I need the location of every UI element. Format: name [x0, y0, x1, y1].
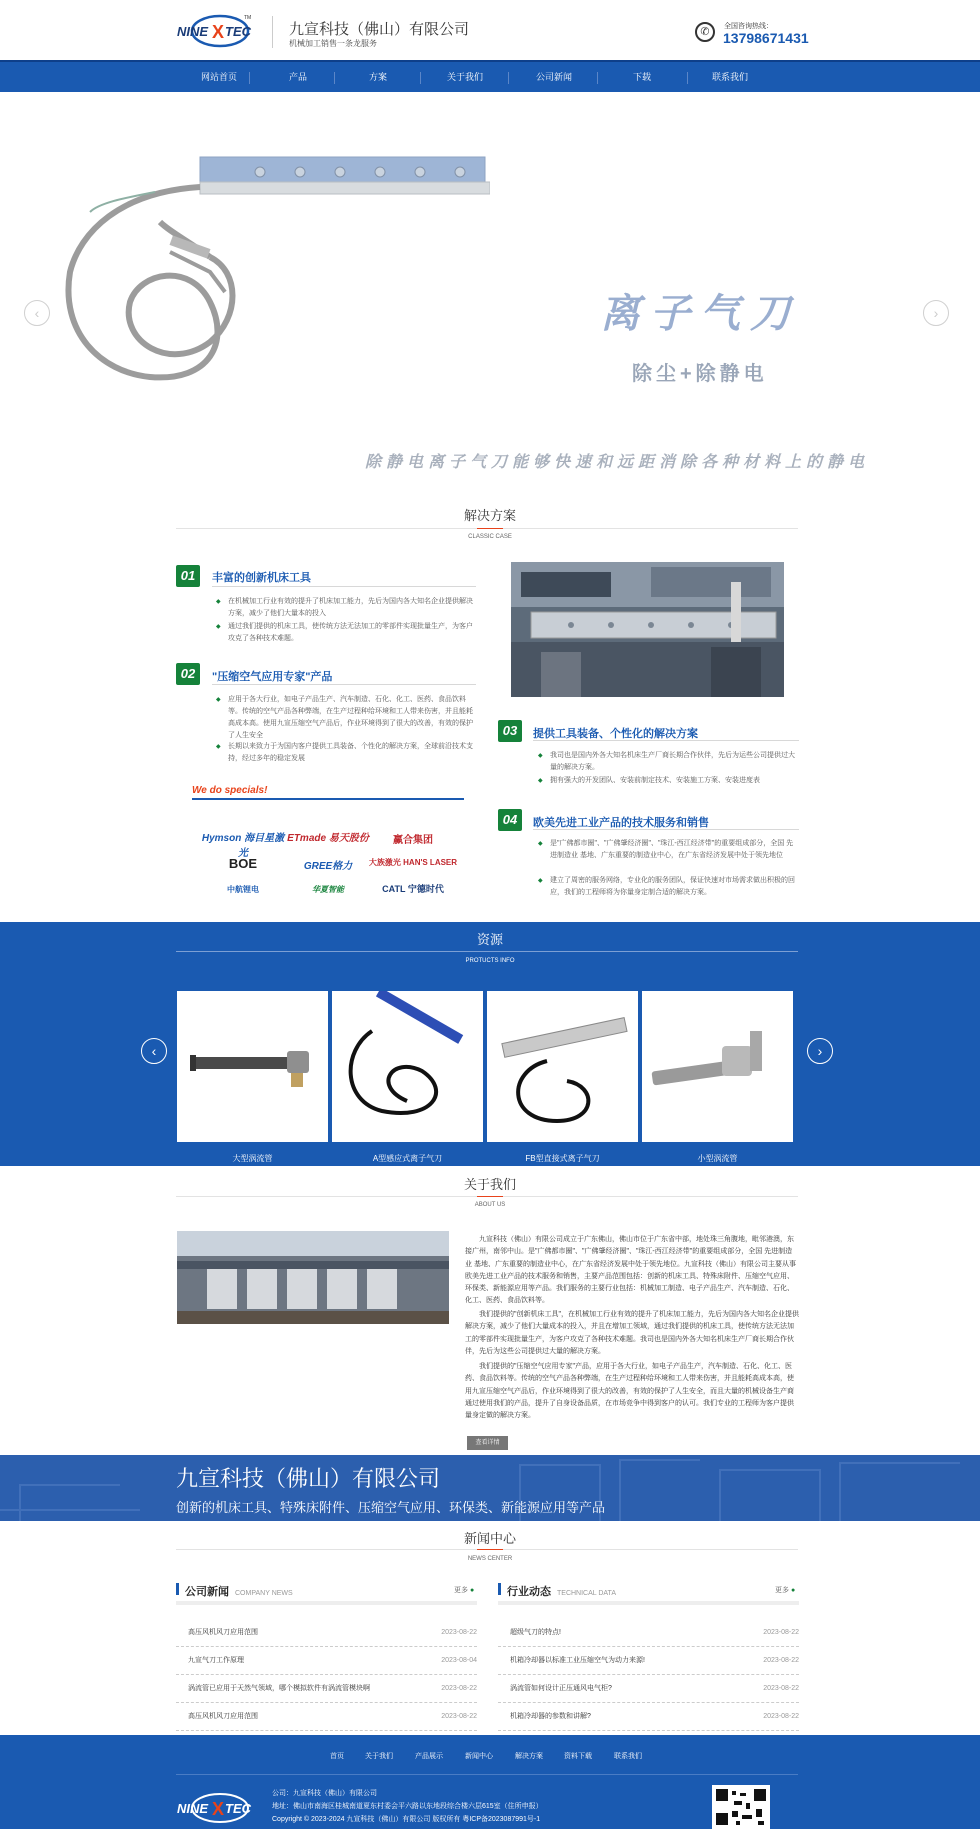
- footer-link-home[interactable]: 首页: [330, 1753, 344, 1760]
- brand-logo-gree: GREE格力: [303, 861, 353, 872]
- svg-text:X: X: [212, 1799, 225, 1819]
- news-item-title: 高压风机风刀应用范围: [188, 1629, 258, 1636]
- footer-divider: [176, 1774, 798, 1775]
- news-column-marker: [176, 1583, 179, 1595]
- brand-logo-catl: CATL 宁德时代: [382, 884, 444, 894]
- about-more-button[interactable]: 查看详情: [467, 1436, 508, 1450]
- news-title-en: NEWS CENTER: [467, 1556, 513, 1562]
- news-item-title: 超级气刀的特点!: [510, 1629, 561, 1636]
- air-knife-a-type-image: [332, 991, 483, 1142]
- brand-logo-yinghe: 赢合集团: [393, 835, 433, 846]
- about-paragraph: 我们提供的"创新机床工具"，在机械加工行业有效的提升了机床加工能力，先后为国内各大知名企业提供解决方案，减少了他们大量成本的投入，并且在增加工领域，通过我们提供的机床工具，使传统方法无法加工的零部件实现批量生产，为客户攻克了各种技术难题。我司也是国内外各大知名机床生产厂商长期合作伙伴，先后为这些公司提供过大量的解决方案。: [465, 1311, 799, 1355]
- solution-divider: [212, 684, 476, 685]
- product-name[interactable]: 大型涡流管: [232, 1154, 273, 1163]
- section-divider: [176, 951, 798, 952]
- solution-divider: [533, 829, 799, 830]
- company-news-title: 公司新闻: [185, 1586, 229, 1598]
- hotline-label: 全国咨询热线：: [724, 23, 773, 30]
- brand-logo-calb: 中航锂电: [227, 885, 259, 894]
- brand-logo-huaxia: 华夏智能: [312, 885, 344, 894]
- product-name[interactable]: A型感应式离子气刀: [372, 1154, 443, 1163]
- solution-bullet: ◆ 应用于各大行业，如电子产品生产、汽车制造、石化、化工、医药、食品饮料等。传统的空气产品各种弊端，在生产过程种给环境和工人带来伤害，并且能耗高成本高。使用九宣压缩空气产品后，作业环境得到了很大的改善，有效的保护了人生安全: [228, 694, 478, 742]
- news-item-date: 2023-08-22: [441, 1713, 477, 1720]
- banner-subtitle: 除尘+除静电: [632, 363, 768, 385]
- news-item[interactable]: [176, 1654, 477, 1675]
- banner-next-button[interactable]: ›: [923, 300, 949, 326]
- news-item-date: 2023-08-22: [441, 1685, 477, 1692]
- solution-badge-02: 02: [176, 663, 200, 685]
- footer-link-download[interactable]: 资料下载: [564, 1753, 592, 1760]
- solution-bullet: ◆ 长期以来致力于为国内客户提供工具装备、个性化的解决方案，全球前沿技术支持，经过多年的稳定发展: [228, 741, 478, 765]
- vortex-tube-small-image: [642, 991, 793, 1142]
- resources-title-en: PROTUCTS INFO: [465, 958, 515, 964]
- nav-separator: [249, 72, 250, 84]
- solution-photo: [511, 562, 784, 697]
- news-column-bar: [176, 1601, 477, 1605]
- news-item-date: 2023-08-04: [441, 1657, 477, 1664]
- company-news-more[interactable]: [454, 1585, 474, 1595]
- more-label: 更多: [775, 1587, 789, 1594]
- brand-logo-hans-laser: 大族激光 HAN'S LASER: [368, 858, 458, 867]
- news-item-title: 九宣气刀工作原理: [188, 1657, 244, 1664]
- svg-text:TM: TM: [244, 15, 252, 21]
- footer-link-about[interactable]: 关于我们: [365, 1753, 393, 1760]
- company-news-heading: [185, 1583, 293, 1599]
- news-item-title: 机箱冷却器以标准工业压缩空气为动力来源!: [510, 1657, 645, 1664]
- footer-company: 公司：九宣科技（佛山）有限公司: [272, 1790, 377, 1797]
- qr-code: [712, 1785, 770, 1829]
- product-card[interactable]: [642, 991, 793, 1142]
- section-divider-accent: [477, 528, 503, 529]
- nav-about[interactable]: 关于我们: [446, 72, 483, 82]
- footer-link-news[interactable]: 新闻中心: [465, 1753, 493, 1760]
- brand-logo-etmade: ETmade 易天股份: [287, 833, 369, 844]
- solution-bullet: ◆ 通过我们提供的机床工具，使传统方法无法加工的零部件实现批量生产，为客户攻克了各种技术难题。: [228, 621, 478, 645]
- brand-logo-hymson: Hymson 海目星激光: [201, 833, 285, 859]
- solution-bullet: ◆ 是"广佛都市圈"、"广佛肇经济圈"、"珠江-西江经济带"的重要组成部分，全国 先进制造业 基地、广东重要的制造业中心，在广东省经济发展中处于领先地位: [550, 838, 800, 862]
- news-column-marker: [498, 1583, 501, 1595]
- about-title: 关于我们: [463, 1177, 516, 1192]
- company-logo[interactable]: [176, 12, 260, 50]
- resources-prev-button[interactable]: ‹: [141, 1038, 167, 1064]
- banner-description: 除静电离子气刀能够快速和远距消除各种材料上的静电: [365, 454, 870, 471]
- nav-contact[interactable]: 联系我们: [711, 72, 748, 82]
- svg-text:NINE: NINE: [177, 24, 209, 39]
- company-slogan: 机械加工销售一条龙服务: [289, 39, 377, 48]
- industry-news-more[interactable]: [775, 1585, 795, 1595]
- news-item-date: 2023-08-22: [441, 1629, 477, 1636]
- nav-home[interactable]: 网站首页: [200, 72, 237, 82]
- vortex-tube-large-image: [177, 991, 328, 1142]
- banner-prev-button[interactable]: ‹: [24, 300, 50, 326]
- footer-link-products[interactable]: 产品展示: [415, 1753, 443, 1760]
- section-divider-accent: [477, 1196, 503, 1197]
- news-item[interactable]: [498, 1626, 799, 1647]
- we-do-specials: We do specials!: [192, 785, 268, 796]
- hero-banner: [0, 92, 980, 492]
- more-label: 更多: [454, 1587, 468, 1594]
- solution-bullet: ◆ 建立了周密的服务网络，专业化的服务团队，保证快速对市场需求做出积极的回应，我们的工程师将为你量身定制合适的解决方案。: [550, 875, 800, 899]
- phone-icon: ✆: [695, 22, 715, 42]
- solution-badge-04: 04: [498, 809, 522, 831]
- banner-title: 离子气刀: [600, 292, 800, 336]
- footer-copyright: Copyright © 2023-2024 九宣科技（佛山）有限公司 版权所有 粤ICP备2023087991号-1: [272, 1816, 541, 1823]
- news-item-date: 2023-08-22: [763, 1685, 799, 1692]
- solution-title-03[interactable]: 提供工具装备、个性化的解决方案: [533, 728, 698, 740]
- industry-news-heading: [507, 1583, 616, 1599]
- header-divider: [272, 16, 273, 48]
- promo-subtitle: 创新的机床工具、特殊床附件、压缩空气应用、环保类、新能源应用等产品: [176, 1500, 606, 1515]
- news-item-title: 涡流管已应用于天然气领域，哪个模拟软件有涡流管模块啊: [188, 1685, 370, 1692]
- solutions-title: 解决方案: [463, 508, 516, 523]
- svg-text:TEC: TEC: [225, 1801, 251, 1816]
- news-item-title: 高压风机风刀应用范围: [188, 1713, 258, 1720]
- main-nav: [0, 60, 980, 92]
- solution-bullet: ◆ 拥有强大的开发团队、安装前制定技术、安装施工方案、安装进度表: [550, 775, 800, 787]
- resources-title: 资源: [476, 932, 503, 947]
- solution-title-04[interactable]: 欧美先进工业产品的技术服务和销售: [533, 817, 709, 829]
- footer-link-contact[interactable]: 联系我们: [614, 1753, 642, 1760]
- news-title: 新闻中心: [463, 1531, 516, 1546]
- about-title-en: ABOUT US: [474, 1202, 506, 1208]
- product-card[interactable]: [177, 991, 328, 1142]
- solution-divider: [533, 740, 799, 741]
- we-do-underline: [192, 798, 464, 800]
- svg-text:X: X: [212, 22, 225, 42]
- footer-logo[interactable]: [176, 1790, 260, 1826]
- news-item[interactable]: [498, 1654, 799, 1675]
- footer-link-solutions[interactable]: 解决方案: [515, 1753, 543, 1760]
- solution-divider: [212, 586, 476, 587]
- news-item[interactable]: [176, 1682, 477, 1703]
- product-card[interactable]: [487, 991, 638, 1142]
- more-arrow-icon: ●: [790, 1587, 796, 1594]
- air-knife-image: [60, 142, 490, 442]
- news-item-title: 涡流管如何设计正压通风电气柜?: [510, 1685, 612, 1692]
- svg-text:TEC: TEC: [225, 24, 251, 39]
- resources-next-button[interactable]: ›: [807, 1038, 833, 1064]
- about-paragraph: 九宣科技（佛山）有限公司成立于广东佛山，佛山市位于广东省中部，地处珠三角腹地，毗邻港澳，东接广州，南邻中山。是"广佛都市圈"、"广佛肇经济圈"、"珠江-西江经济带"的重要组成部分，全国 先进制造业 基地、广东重要的制造业中心，在广东省经济发展中处于领先地位。九宣科技（佛山）有限公司主要从事欧美先进工业产品的技术服务和销售，主要产品范围包括：创新的机床工具、特殊床附件、压缩空气应用、环保类、新能源应用等产品。我们服务的主要行业包括：机械加工制造、电子产品生产、汽车制造、石化、化工、医药、食品饮料等。: [465, 1236, 796, 1305]
- brand-logo-boe: BOE: [228, 856, 258, 871]
- nav-download[interactable]: 下载: [632, 72, 651, 82]
- news-item[interactable]: [498, 1710, 799, 1731]
- hotline-number[interactable]: 13798671431: [723, 30, 809, 46]
- company-news-title-en: COMPANY NEWS: [235, 1590, 293, 1597]
- factory-photo: [177, 1231, 449, 1324]
- nav-solutions[interactable]: 方案: [368, 72, 387, 82]
- promo-title: 九宣科技（佛山）有限公司: [176, 1466, 441, 1491]
- solution-bullet: ◆ 在机械加工行业有效的提升了机床加工能力，先后为国内各大知名企业提供解决方案，减少了他们大量本的投入: [228, 596, 478, 620]
- news-item-date: 2023-08-22: [763, 1629, 799, 1636]
- industry-news-title-en: TECHNICAL DATA: [557, 1590, 616, 1597]
- solution-title-01[interactable]: 丰富的创新机床工具: [212, 572, 311, 584]
- product-name[interactable]: 小型涡流管: [697, 1154, 738, 1163]
- news-item-date: 2023-08-22: [763, 1657, 799, 1664]
- site-header: [0, 0, 980, 60]
- news-column-bar: [498, 1601, 799, 1605]
- solution-bullet: ◆ 我司也是国内外各大知名机床生产厂商长期合作伙伴，先后为运些公司提供过大量的解决方案。: [550, 750, 800, 774]
- solution-title-02[interactable]: "压缩空气应用专家"产品: [212, 671, 333, 683]
- industry-news-title: 行业动态: [507, 1586, 551, 1598]
- news-item[interactable]: [498, 1682, 799, 1703]
- solution-badge-01: 01: [176, 565, 200, 587]
- product-card[interactable]: [332, 991, 483, 1142]
- news-item[interactable]: [176, 1710, 477, 1731]
- news-item[interactable]: [176, 1626, 477, 1647]
- footer-address: 地址：佛山市南海区桂城南道夏东村委会平六路以东地段综合楼六层615室（住所申报）: [272, 1803, 543, 1810]
- solutions-title-en: CLASSIC CASE: [468, 534, 512, 540]
- news-item-date: 2023-08-22: [763, 1713, 799, 1720]
- about-paragraph: 我们提供的"压缩空气应用专家"产品，应用于各大行业，如电子产品生产，汽车制造、石化、化工、医药、食品饮料等。传统的空气产品各种弊端，在生产过程种给环境和工人带来伤害，并且能耗高成本高，使用九宣压缩空气产品后，作业环境得到了很大的改善，有效的保护了人生安全，而且大量的机械设备生产商通过使用我们的产品，提升了自身设备品质，在市场竞争中得到客户的认可。我们专业的工程师为客户提供量身定做的解决方案。: [465, 1363, 794, 1420]
- more-arrow-icon: ●: [469, 1587, 475, 1594]
- product-name[interactable]: FB型直接式离子气刀: [525, 1154, 600, 1163]
- air-knife-fb-type-image: [487, 991, 638, 1142]
- nav-products[interactable]: 产品: [288, 72, 307, 82]
- nav-news[interactable]: 公司新闻: [535, 72, 572, 82]
- section-divider-accent: [477, 1549, 503, 1550]
- company-name: 九宣科技（佛山）有限公司: [289, 21, 470, 38]
- solution-badge-03: 03: [498, 720, 522, 742]
- news-item-title: 机箱冷却器的参数和讲解?: [510, 1713, 591, 1720]
- svg-text:NINE: NINE: [177, 1801, 209, 1816]
